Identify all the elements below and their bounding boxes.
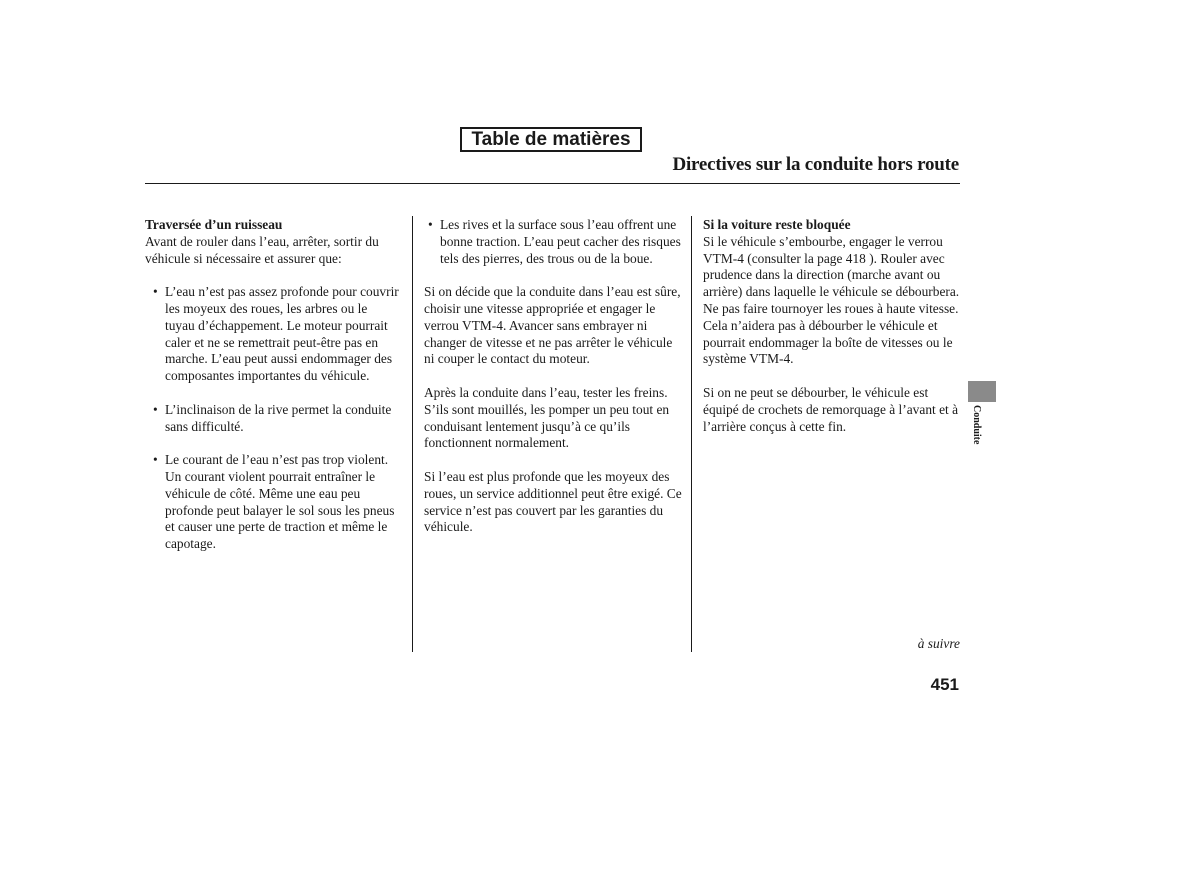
bullet-text: L’eau n’est pas assez profonde pour couvrir les moyeux des roues, les arbres ou le tuyau d’échappement. Le moteur pourrait caler et ne se remettrait peut-être pas en marche. L’eau peut aussi endommager des composantes importantes du véhicule.	[165, 284, 399, 384]
bullet-item	[149, 402, 400, 436]
section-heading-vehicle-stuck: Si la voiture reste bloquée	[703, 217, 851, 232]
column-middle	[424, 217, 682, 536]
bullet-item	[149, 284, 400, 385]
bullet-icon: •	[153, 452, 158, 468]
table-of-contents-button[interactable]: Table de matières	[460, 127, 642, 152]
column-right	[703, 217, 961, 435]
bullet-icon: •	[428, 217, 433, 232]
continued-note: à suivre	[917, 636, 960, 651]
bullet-item	[149, 452, 400, 553]
bullet-text: Les rives et la surface sous l’eau offrent une bonne traction. L’eau peut cacher des risques tels des pierres, des trous ou de la boue.	[440, 217, 681, 266]
header-divider	[145, 183, 960, 184]
section-tab-marker	[968, 381, 996, 402]
section-tab-label: Conduite	[971, 405, 982, 445]
bullet-icon: •	[153, 284, 158, 300]
section-heading-stream-crossing: Traversée d’un ruisseau	[145, 217, 283, 232]
bullet-text: Le courant de l’eau n’est pas trop violent. Un courant violent pourrait entraîner le véhicule de côté. Même une eau peu profonde peut balayer le sol sous les pneus et causer une perte de traction et même le capotage.	[165, 452, 395, 552]
paragraph: Si on décide que la conduite dans l’eau est sûre, choisir une vitesse appropriée et engager le verrou VTM-4. Avancer sans embrayer ni changer de vitesse et ne pas arrêter le véhicule ni couper le contact du moteur.	[424, 284, 681, 367]
column-left	[145, 217, 400, 553]
bullet-icon: •	[153, 401, 158, 417]
paragraph: Si l’eau est plus profonde que les moyeux des roues, un service additionnel peut être exigé. Ce service n’est pas couvert par les garanties du véhicule.	[424, 468, 682, 535]
page-number: 451	[930, 675, 959, 694]
bullet-item	[424, 217, 682, 267]
page-title: Directives sur la conduite hors route	[672, 154, 959, 175]
column-divider-left	[412, 216, 413, 652]
paragraph: Si le véhicule s’embourbe, engager le verrou VTM-4 (consulter la page 418 ). Rouler avec prudence dans la direction (marche avant ou arrière) dans laquelle le véhicule se débourbera. Ne pas faire tournoyer les roues à haute vitesse. Cela n’aidera pas à débourber le véhicule et pourrait endommager la boîte de vitesses ou le système VTM-4.	[703, 233, 960, 367]
paragraph: Après la conduite dans l’eau, tester les freins. S’ils sont mouillés, les pomper un peu tout en conduisant lentement jusqu’à ce qu’ils fonctionnent normalement.	[424, 384, 670, 451]
paragraph: Si on ne peut se débourber, le véhicule est équipé de crochets de remorquage à l’avant et à l’arrière conçus à cette fin.	[703, 384, 959, 434]
stream-crossing-intro: Avant de rouler dans l’eau, arrêter, sortir du véhicule si nécessaire et assurer que:	[145, 233, 379, 266]
column-divider-right	[691, 216, 692, 652]
bullet-text: L’inclinaison de la rive permet la conduite sans difficulté.	[165, 401, 392, 434]
